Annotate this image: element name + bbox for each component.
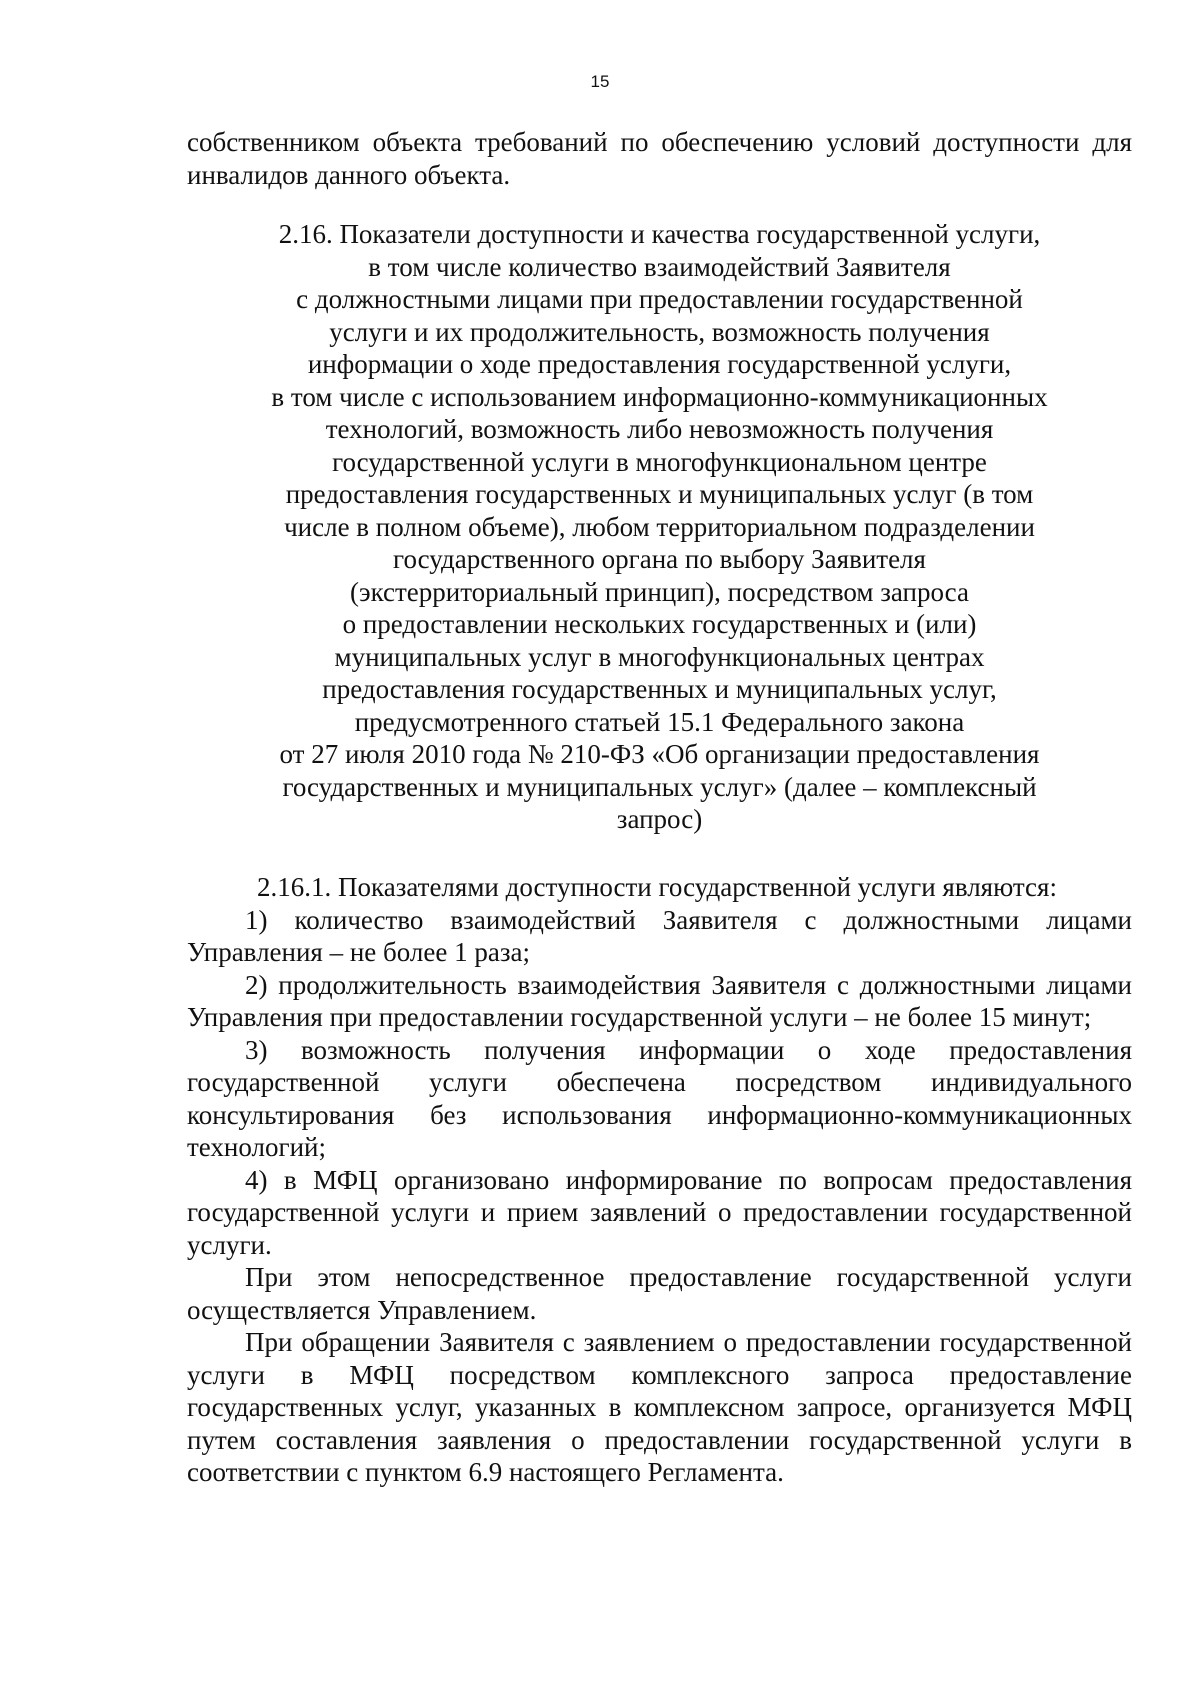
heading-line: от 27 июля 2010 года № 210-ФЗ «Об организации предоставления: [279, 739, 1040, 769]
section-heading: [187, 218, 1132, 836]
page-number: 15: [590, 72, 610, 91]
heading-line: услуги и их продолжительность, возможность получения: [329, 316, 990, 347]
heading-line: информации о ходе предоставления государственной услуги,: [307, 349, 1012, 379]
heading-line: технологий, возможность либо невозможность получения: [325, 414, 994, 444]
list-item-4: 4) в МФЦ организовано информирование по вопросам предоставления государственной услуги и прием заявлений о предоставлении государственной услуги.: [187, 1164, 1132, 1260]
heading-line: 2.16. Показатели доступности и качества государственной услуги,: [278, 219, 1041, 249]
heading-line: с должностными лицами при предоставлении государственной: [296, 284, 1023, 314]
heading-line: государственной услуги в многофункциональном центре: [332, 446, 987, 477]
paragraph-indicators-intro: 2.16.1. Показателями доступности государственной услуги являются:: [257, 872, 1057, 902]
heading-line: предоставления государственных и муниципальных услуг (в том: [285, 479, 1034, 509]
heading-line: числе в полном объеме), любом территориальном подразделении: [284, 511, 1035, 542]
heading-line: государственного органа по выбору Заявителя: [393, 544, 926, 574]
heading-line: (экстерриториальный принцип), посредством запроса: [350, 576, 969, 607]
heading-line: в том числе с использованием информационно-коммуникационных: [271, 381, 1048, 412]
list-item-2: 2) продолжительность взаимодействия Заявителя с должностными лицами Управления при предоставлении государственной услуги – не более 15 минут;: [187, 969, 1132, 1032]
section-body: [187, 871, 1132, 1489]
paragraph-direct-provision: При этом непосредственное предоставление государственной услуги осуществляется Управлением.: [187, 1262, 1132, 1325]
heading-line: предусмотренного статьей 15.1 Федерального закона: [354, 706, 965, 737]
paragraph-complex-request: При обращении Заявителя с заявлением о предоставлении государственной услуги в МФЦ посредством комплексного запроса предоставление государственных услуг, указанных в комплексном запросе, организуется МФЦ путем составления заявления о предоставлении государственной услуги в соответствии с пунктом 6.9 настоящего Регламента.: [187, 1327, 1132, 1487]
heading-line: в том числе количество взаимодействий Заявителя: [368, 251, 951, 282]
heading-line: предоставления государственных и муниципальных услуг,: [322, 674, 997, 704]
heading-line: государственных и муниципальных услуг» (далее – комплексный: [282, 771, 1037, 802]
intro-paragraph: собственником объекта требований по обеспечению условий доступности для инвалидов данного объекта.: [187, 127, 1132, 190]
heading-line: муниципальных услуг в многофункциональных центрах: [334, 641, 985, 672]
list-item-1: 1) количество взаимодействий Заявителя с должностными лицами Управления – не более 1 раза;: [187, 904, 1132, 967]
heading-line: о предоставлении нескольких государственных и (или): [342, 609, 977, 639]
heading-line: запрос): [616, 804, 703, 834]
list-item-3: 3) возможность получения информации о ходе предоставления государственной услуги обеспечена посредством индивидуального консультирования без использования информационно-коммуникационных технологий;: [187, 1034, 1132, 1162]
